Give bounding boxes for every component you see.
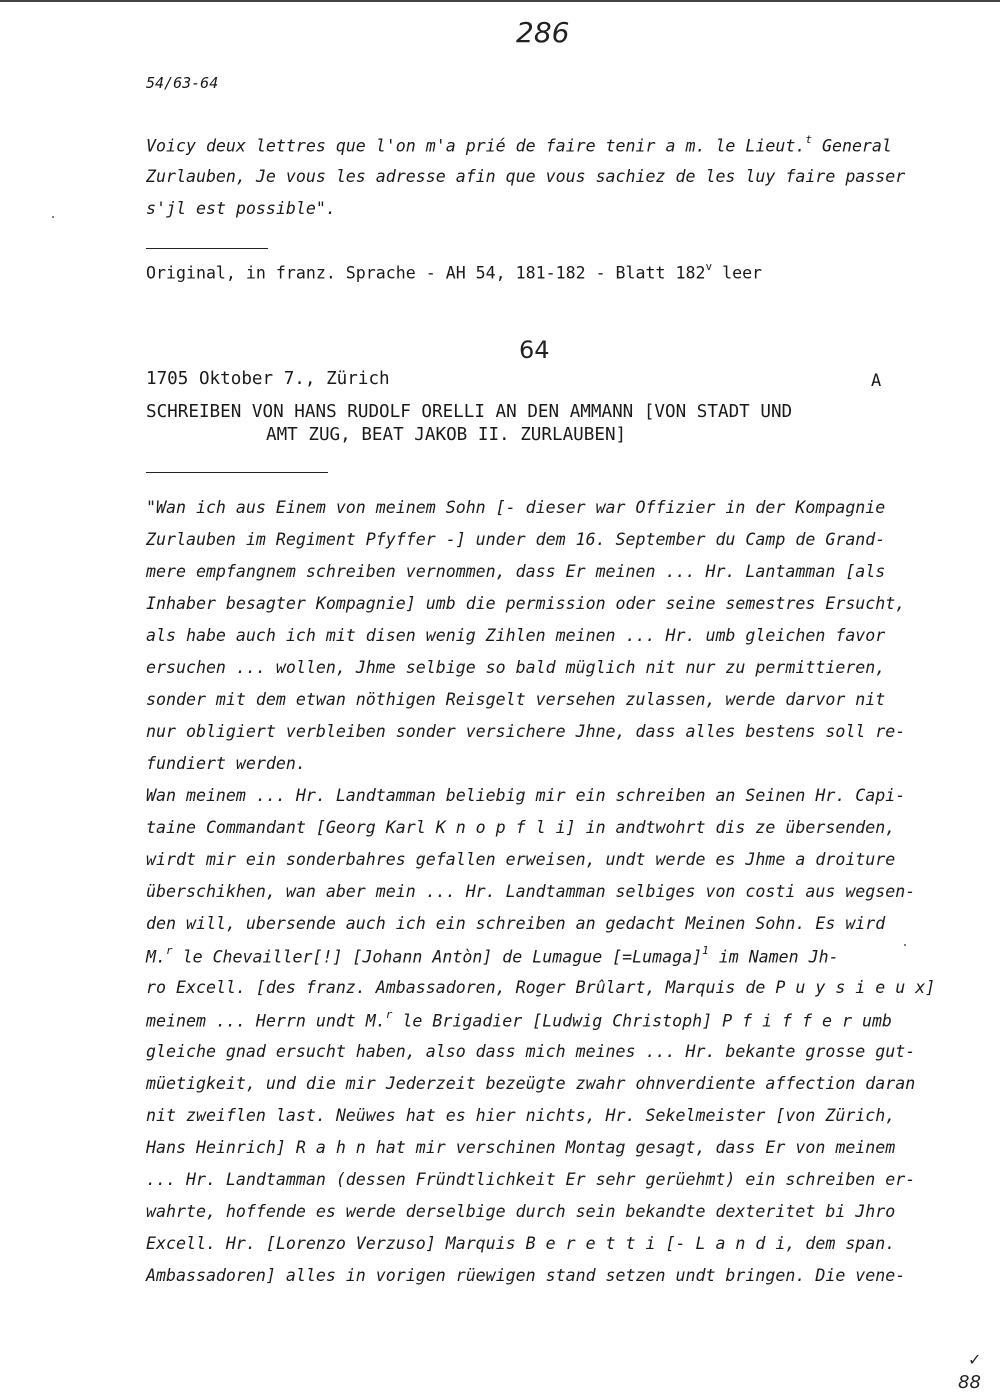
stray-mark [904, 944, 906, 946]
body-line: Hans Heinrich] R a h n hat mir verschinen Montag gesagt, dass Er von meinem [146, 1138, 896, 1157]
date-place: 1705 Oktober 7., Zürich [146, 369, 390, 389]
body-line: nur obligiert verbleiben sonder versichere Jhne, dass alles bestens soll re- [146, 722, 906, 741]
body-line: überschikhen, wan aber mein ... Hr. Landtamman selbiges von costi aus wegsen- [146, 882, 916, 901]
margin-number: 88 [958, 1372, 981, 1393]
quote-line: Zurlauben, Je vous les adresse afin que vous sachiez de les luy faire passer [146, 167, 906, 186]
body-line: mere empfangnem schreiben vernommen, dass Er meinen ... Hr. Lantamman [als [146, 562, 886, 581]
body-line: den will, ubersende auch ich ein schreiben an gedacht Meinen Sohn. Es wird [146, 914, 886, 933]
body-line: wirdt mir ein sonderbahres gefallen erweisen, undt werde es Jhme a droiture [146, 850, 896, 869]
body-line: M.$^r$ le Chevailler[!] [Johann Antòn] de Lumague [=Lumaga]$^1$ im Namen Jh- [146, 944, 839, 967]
quote-line: s'jl est possible". [146, 199, 336, 218]
body-line: meinem ... Herrn undt M.$^r$ le Brigadier [Ludwig Christoph] P f i f f e r umb [146, 1008, 892, 1031]
source-note: Original, in franz. Sprache - AH 54, 181-182 - Blatt 182$^v$ leer [146, 260, 763, 283]
body-line: Excell. Hr. [Lorenzo Verzuso] Marquis B e r e t t i [- L a n d i, dem span. [146, 1234, 896, 1253]
body-line: "Wan ich aus Einem von meinem Sohn [- dieser war Offizier in der Kompagnie [146, 498, 886, 517]
classification-letter: A [871, 371, 882, 391]
body-line: ersuchen ... wollen, Jhme selbige so bald müglich nit nur zu permittieren, [146, 658, 886, 677]
body-line: sonder mit dem etwan nöthigen Reisgelt versehen zulassen, werde darvor nit [146, 690, 886, 709]
section-rule [146, 472, 328, 473]
footnote-rule [146, 248, 268, 249]
page-top-edge [0, 0, 1000, 2]
body-line: Zurlauben im Regiment Pfyffer -] under dem 16. September du Camp de Grand- [146, 530, 886, 549]
document-number: 64 [519, 336, 550, 364]
quote-line: Voicy deux lettres que l'on m'a prié de faire tenir a m. le Lieut.$^t$ General [146, 133, 892, 156]
body-line: fundiert werden. [146, 754, 306, 773]
check-mark-icon: ✓ [968, 1350, 982, 1369]
body-line: taine Commandant [Georg Karl K n o p f l i] in andtwohrt dis ze übersenden, [146, 818, 896, 837]
reference-number: 54/63-64 [146, 74, 219, 92]
body-line: ro Excell. [des franz. Ambassadoren, Roger Brûlart, Marquis de P u y s i e u x] [146, 978, 936, 997]
body-line: müetigkeit, und die mir Jederzeit bezeügte zwahr ohnverdiente affection daran [146, 1074, 916, 1093]
page-number: 286 [516, 16, 570, 49]
body-line: Ambassadoren] alles in vorigen rüewigen stand setzen undt bringen. Die vene- [146, 1266, 906, 1285]
body-line: ... Hr. Landtamman (dessen Fründtlichkeit Er sehr gerüehmt) ein schreiben er- [146, 1170, 916, 1189]
body-line: wahrte, hoffende es werde derselbige durch sein bekandte dexteritet bi Jhro [146, 1202, 896, 1221]
body-line: nit zweiflen last. Neüwes hat es hier nichts, Hr. Sekelmeister [von Zürich, [146, 1106, 896, 1125]
stray-mark [52, 216, 54, 218]
body-line: Inhaber besagter Kompagnie] umb die permission oder seine semestres Ersucht, [146, 594, 906, 613]
body-line: gleiche gnad ersucht haben, also dass mich meines ... Hr. bekante grosse gut- [146, 1042, 916, 1061]
body-line: als habe auch ich mit disen wenig Zihlen meinen ... Hr. umb gleichen favor [146, 626, 886, 645]
heading-line: AMT ZUG, BEAT JAKOB II. ZURLAUBEN] [266, 425, 627, 445]
heading-line: SCHREIBEN VON HANS RUDOLF ORELLI AN DEN AMMANN [VON STADT UND [146, 402, 793, 422]
body-line: Wan meinem ... Hr. Landtamman beliebig mir ein schreiben an Seinen Hr. Capi- [146, 786, 906, 805]
